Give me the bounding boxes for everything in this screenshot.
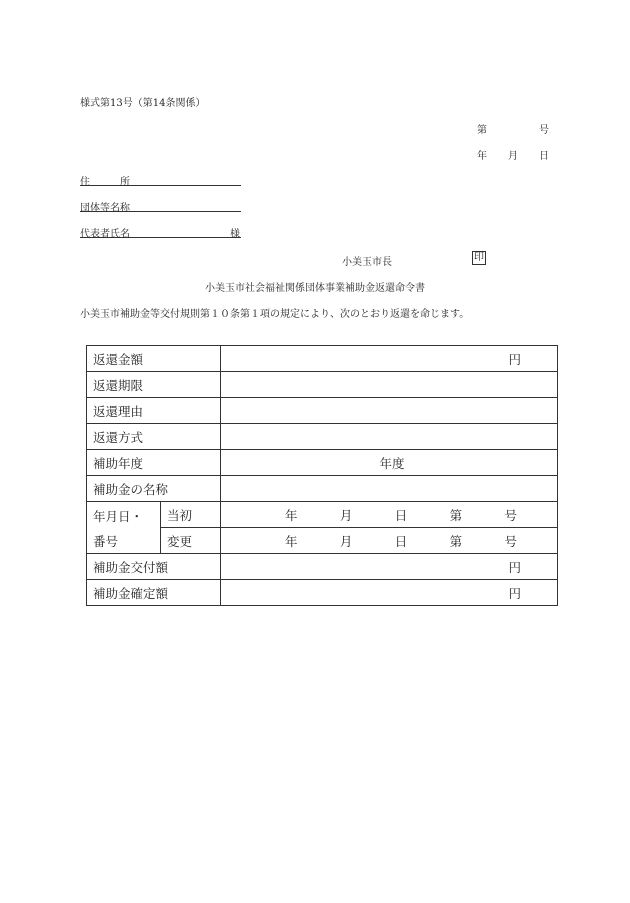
change-day: 日 [394,534,408,549]
body-text: 小美玉市補助金等交付規則第１０条第１項の規定により、次のとおり返還を命じます。 [80,309,470,320]
original-label: 当初 [161,502,221,528]
change-go: 号 [504,534,517,549]
change-dai: 第 [449,534,463,549]
original-month: 月 [339,508,353,523]
original-year: 年 [285,508,298,523]
return-order-table [86,345,558,606]
document-number-prefix: 第 [477,125,487,136]
table-row [87,398,558,424]
original-date-value [221,502,558,528]
form-number: 様式第13号（第14条関係） [80,98,206,109]
amount-label: 返還金額 [87,346,221,372]
fiscal-year-suffix: 年度 [379,456,405,471]
granted-amount-label: 補助金交付額 [87,554,221,580]
table-row [87,372,558,398]
change-date-value [221,528,558,554]
change-month: 月 [339,534,353,549]
date-month-label: 月 [508,151,518,162]
reason-value [221,398,558,424]
subsidy-name-label: 補助金の名称 [87,476,221,502]
date-number-label-bottom: 番号 [87,528,161,554]
organization-label: 団体等名称 [80,203,130,214]
document-title: 小美玉市社会福祉関係団体事業補助金返還命令書 [205,283,425,294]
organization-line [80,199,241,212]
confirmed-amount-value [221,580,558,606]
table-row [87,554,558,580]
original-dai: 第 [449,508,463,523]
fiscal-year-value [221,450,558,476]
fiscal-year-label: 補助年度 [87,450,221,476]
seal-mark: 印 [474,252,484,263]
yen-unit: 円 [508,352,521,367]
representative-label: 代表者氏名 [80,229,130,240]
date-number-label-top: 年月日・ [87,502,161,528]
table-row [87,346,558,372]
table-row [87,580,558,606]
table-row [87,528,558,554]
address-label: 住 所 [80,177,130,188]
yen-unit: 円 [508,586,521,601]
change-label: 変更 [161,528,221,554]
original-go: 号 [504,508,517,523]
confirmed-amount-label: 補助金確定額 [87,580,221,606]
date-day-label: 日 [539,151,549,162]
subsidy-name-value [221,476,558,502]
amount-value [221,346,558,372]
method-value [221,424,558,450]
deadline-label: 返還期限 [87,372,221,398]
yen-unit: 円 [508,560,521,575]
address-line [80,173,241,186]
method-label: 返還方式 [87,424,221,450]
deadline-value [221,372,558,398]
table-row [87,450,558,476]
table-row [87,502,558,528]
granted-amount-value [221,554,558,580]
original-day: 日 [394,508,408,523]
table-row [87,476,558,502]
issuer-name: 小美玉市長 [342,257,392,268]
document-number-suffix: 号 [539,125,549,136]
reason-label: 返還理由 [87,398,221,424]
date-year-label: 年 [477,151,487,162]
change-year: 年 [285,534,298,549]
table-row [87,424,558,450]
representative-line [80,225,241,238]
honorific: 様 [230,229,240,240]
